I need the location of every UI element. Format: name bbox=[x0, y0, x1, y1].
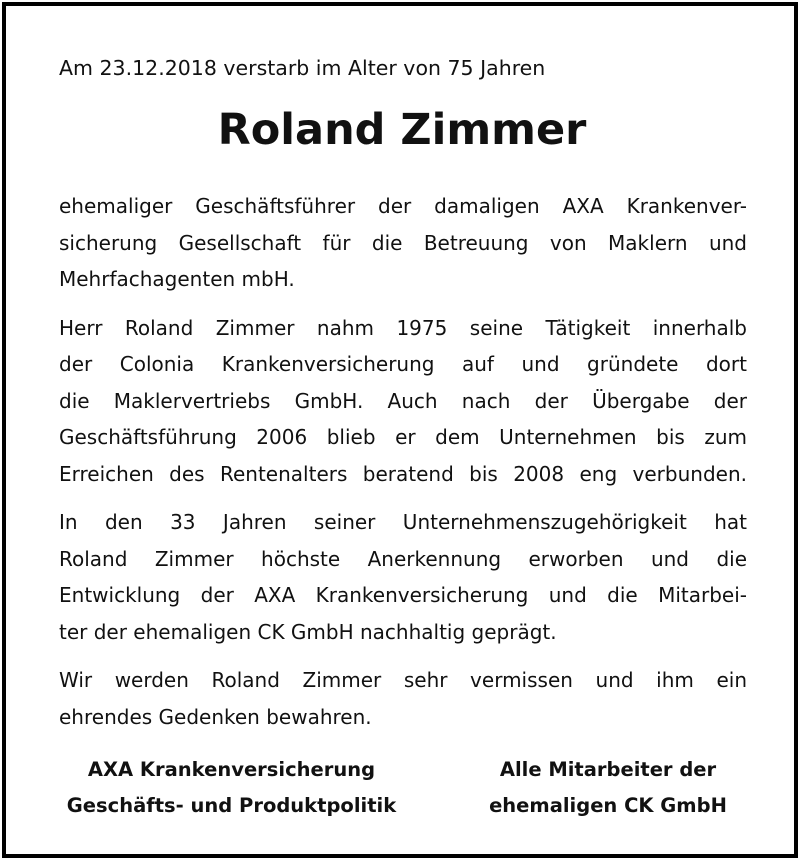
paragraph-farewell bbox=[59, 662, 747, 735]
paragraph-recognition bbox=[59, 504, 747, 650]
text-line: Geschäftsführung 2006 blieb er dem Unternehmen bis zum bbox=[59, 425, 747, 449]
text-line: Erreichen des Rentenalters beratend bis 2008 eng verbunden. bbox=[59, 461, 747, 486]
signature-right bbox=[469, 752, 747, 824]
text-line: Entwicklung der AXA Krankenversicherung und die Mitarbei- bbox=[59, 583, 747, 607]
signature-line: Alle Mitarbeiter der bbox=[499, 758, 717, 781]
signature-line: AXA Krankenversicherung bbox=[87, 758, 376, 781]
text-line: ehemaliger Geschäftsführer der damaligen AXA Krankenver- bbox=[59, 194, 747, 218]
intro-line: Am 23.12.2018 verstarb im Alter von 75 Jahren bbox=[59, 56, 546, 80]
text-line: Mehrfachagenten mbH. bbox=[59, 267, 295, 291]
text-line: Wir werden Roland Zimmer sehr vermissen und ihm ein bbox=[59, 668, 747, 692]
text-line: ter der ehemaligen CK GmbH nachhaltig geprägt. bbox=[59, 619, 557, 644]
obituary-body bbox=[59, 188, 747, 747]
text-line: Herr Roland Zimmer nahm 1975 seine Tätigkeit innerhalb bbox=[59, 315, 747, 340]
signature-line: ehemaligen CK GmbH bbox=[489, 794, 727, 817]
deceased-name: Roland Zimmer bbox=[217, 105, 587, 155]
text-line: ehrendes Gedenken bewahren. bbox=[59, 704, 372, 729]
paragraph-career bbox=[59, 310, 747, 493]
text-line: sicherung Gesellschaft für die Betreuung von Maklern und bbox=[59, 230, 747, 255]
obituary-frame bbox=[2, 2, 798, 858]
text-line: In den 33 Jahren seiner Unternehmenszugehörigkeit hat bbox=[59, 510, 747, 534]
paragraph-role bbox=[59, 188, 747, 298]
text-line: die Maklervertriebs GmbH. Auch nach der Übergabe der bbox=[59, 388, 747, 413]
signature-left bbox=[59, 752, 404, 824]
text-line: Roland Zimmer höchste Anerkennung erworben und die bbox=[59, 546, 747, 571]
signature-line: Geschäfts- und Produktpolitik bbox=[66, 794, 397, 817]
text-line: der Colonia Krankenversicherung auf und gründete dort bbox=[59, 352, 747, 376]
